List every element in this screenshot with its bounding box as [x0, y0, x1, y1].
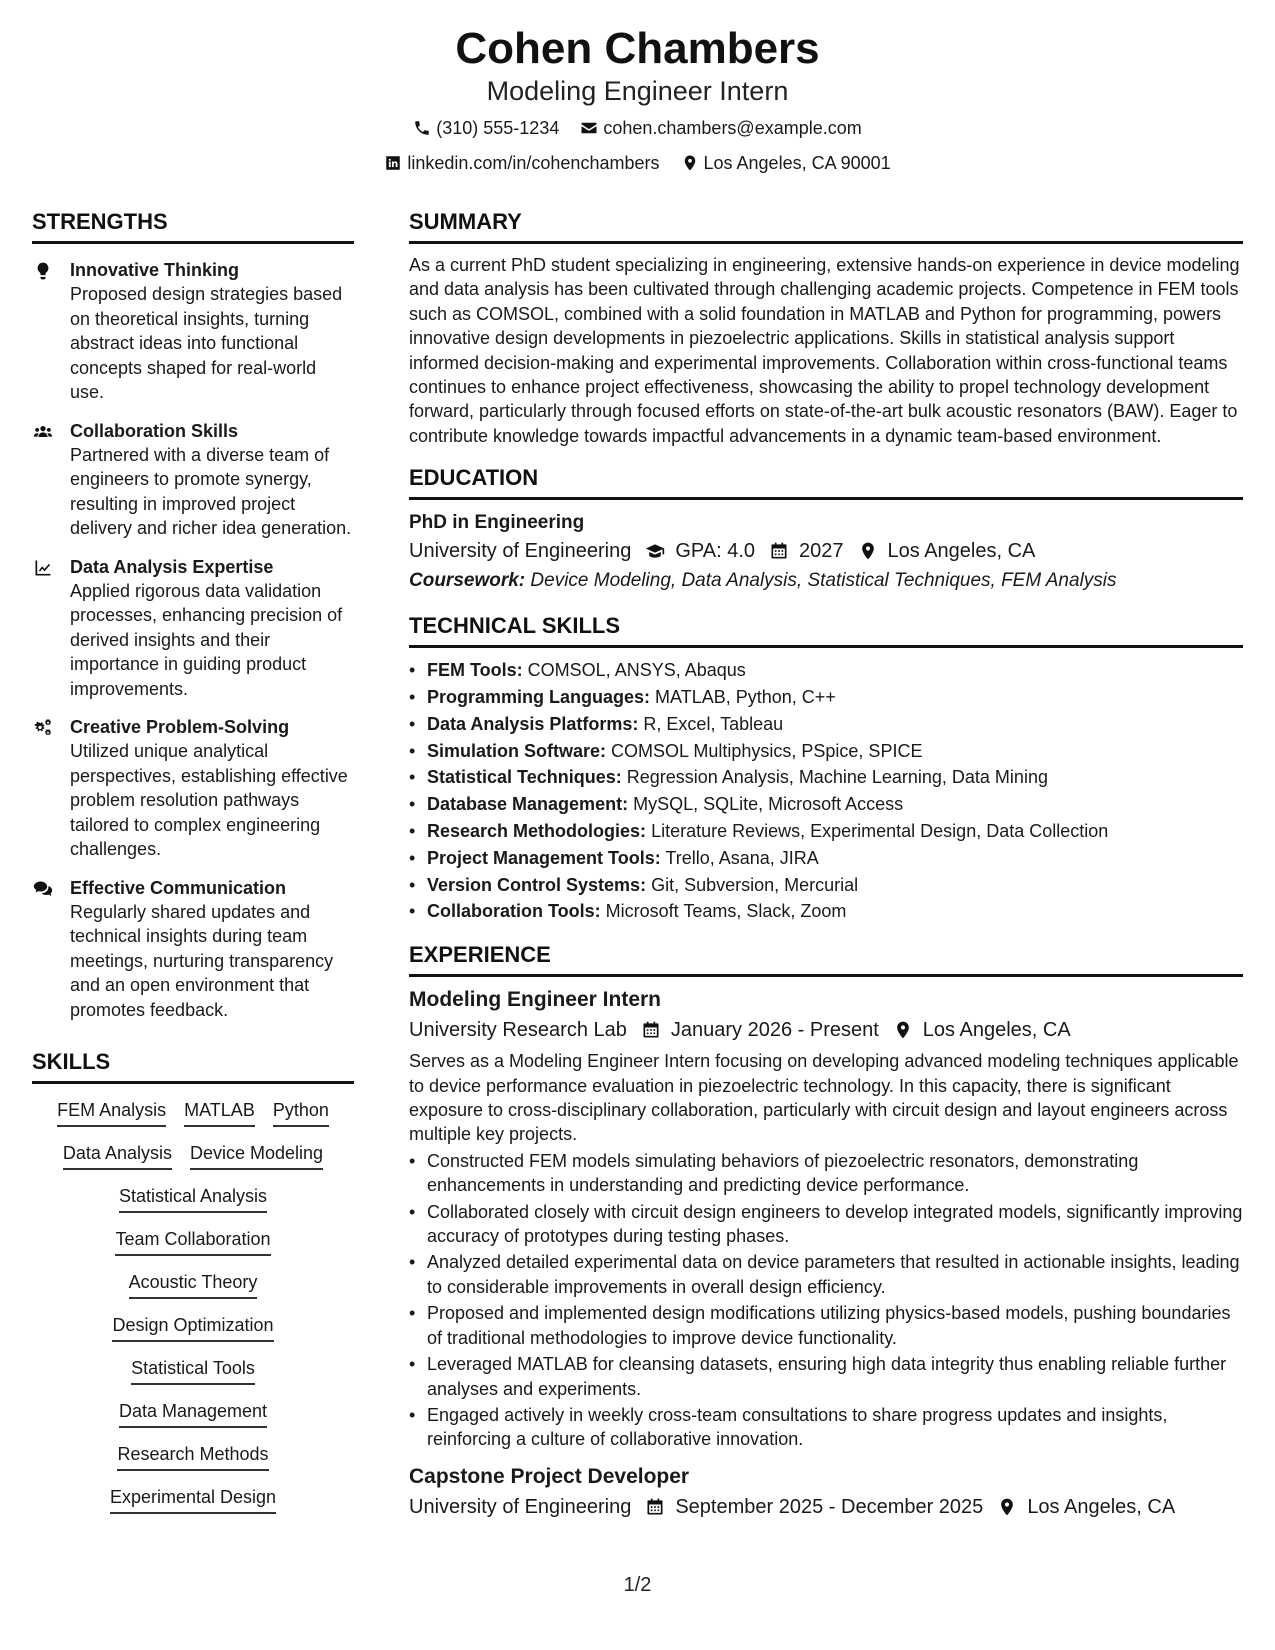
job-bullet: • Proposed and implemented design modifications utilizing physics-based models, pushing boundaries of traditional methodologies to improve device functionality. [409, 1301, 1243, 1350]
lightbulb-icon [32, 261, 54, 281]
technical-skills-heading: TECHNICAL SKILLS [409, 610, 1243, 648]
job-bullet: • Leveraged MATLAB for cleansing datasets, ensuring high data integrity thus enabling reliable further analyses and experiments. [409, 1352, 1243, 1401]
technical-skills-list [409, 657, 1243, 925]
map-marker-icon [858, 541, 878, 561]
strength-item [32, 715, 354, 862]
email-contact[interactable] [580, 116, 861, 140]
phone-contact [413, 116, 559, 140]
skill-tag: Design Optimization [112, 1313, 273, 1342]
phone-text: (310) 555-1234 [436, 118, 560, 138]
job-description: Serves as a Modeling Engineer Intern focusing on developing advanced modeling techniques applicable to device performance evaluation in piezoelectric technology. In this capacity, there is significant exposure to cross-disciplinary collaboration, particularly with circuit design and layout engineers across multiple key projects. [409, 1051, 1239, 1145]
strength-text: Proposed design strategies based on theoretical insights, turning abstract ideas into functional concepts shaped for real-world use. [70, 284, 343, 402]
job-title: Modeling Engineer Intern [409, 988, 662, 1012]
coursework-list: Device Modeling, Data Analysis, Statistical Techniques, FEM Analysis [530, 570, 1117, 592]
map-marker-icon [893, 1020, 913, 1040]
job-meta [409, 1492, 1243, 1522]
candidate-name: Cohen Chambers [455, 24, 820, 73]
job-bullets [409, 1149, 1243, 1452]
coursework-line [409, 566, 1243, 596]
skills-heading: SKILLS [32, 1046, 354, 1084]
skill-tag: Team Collaboration [115, 1227, 270, 1256]
tech-skill-item: • Simulation Software: COMSOL Multiphysics, PSpice, SPICE [409, 738, 1243, 765]
job-location: Los Angeles, CA [922, 1019, 1071, 1042]
phone-icon [413, 119, 431, 137]
skills-row [32, 1313, 354, 1342]
page-number: 1/2 [623, 1574, 652, 1596]
skill-tag: MATLAB [184, 1098, 255, 1127]
strength-text: Utilized unique analytical perspectives, establishing effective problem resolution pathways tailored to complex engineering challenges. [70, 741, 348, 859]
email-text: cohen.chambers@example.com [603, 118, 862, 138]
strength-text: Applied rigorous data validation processes, enhancing precision of derived insights and their importance in guiding product improvements. [70, 580, 343, 699]
tech-skill-item: • Project Management Tools: Trello, Asana, JIRA [409, 845, 1243, 872]
comments-icon [32, 879, 54, 899]
linkedin-icon [384, 154, 402, 172]
tech-skill-item: • Collaboration Tools: Microsoft Teams, Slack, Zoom [409, 898, 1243, 925]
location-text: Los Angeles, CA 90001 [703, 153, 891, 173]
tech-skill-item: • Statistical Techniques: Regression Analysis, Machine Learning, Data Mining [409, 764, 1243, 791]
job-dates: September 2025 - December 2025 [675, 1495, 984, 1518]
job-bullet: • Engaged actively in weekly cross-team consultations to share progress updates and insights, reinforcing a culture of collaborative innovation. [409, 1403, 1243, 1452]
calendar-icon [769, 541, 789, 561]
school-name: University of Engineering [409, 540, 632, 563]
strength-item [32, 258, 354, 405]
strength-text: Regularly shared updates and technical insights during team meetings, nurturing transparency and an open environment that promotes feedback. [70, 901, 334, 1020]
summary-text: As a current PhD student specializing in engineering, extensive hands-on experience in device modeling and data analysis has been cultivated through challenging academic projects. Competence in FEM tools such as COMSOL, combined with a solid foundation in MATLAB and Python for programming, powers innovative design developments in piezoelectric applications. Skills in statistical analysis support informed decision-making and experimental improvements. Collaboration within cross-functional teams continues to enhance project effectiveness, showcasing the ability to propel technology development forward, particularly through focused efforts on state-of-the-art bulk acoustic resonators (BAW). Eager to contribute knowledge towards impactful advancements in a dynamic team-based environment. [409, 255, 1240, 446]
skills-row [32, 1442, 354, 1471]
tech-skill-item: • Database Management: MySQL, SQLite, Microsoft Access [409, 791, 1243, 818]
contact-row-1 [0, 116, 1275, 143]
skill-tag: Acoustic Theory [129, 1270, 258, 1299]
skills-row [32, 1141, 354, 1170]
job-bullet: • Constructed FEM models simulating behaviors of piezoelectric resonators, demonstrating enhancements in understanding and predicting device performance. [409, 1149, 1243, 1198]
strength-title: Collaboration Skills [70, 420, 239, 441]
coursework-label: Coursework: [409, 570, 526, 592]
graduation-cap-icon [645, 541, 665, 561]
tech-skill-item: • Research Methodologies: Literature Reviews, Experimental Design, Data Collection [409, 818, 1243, 845]
graduation-year: 2027 [799, 540, 844, 563]
skill-tag: Statistical Tools [131, 1356, 255, 1385]
calendar-icon [641, 1020, 661, 1040]
tech-skill-item: • Version Control Systems: Git, Subversion, Mercurial [409, 872, 1243, 899]
linkedin-text: linkedin.com/in/cohenchambers [407, 153, 660, 173]
job-bullet: • Analyzed detailed experimental data on device parameters that resulted in actionable insights, leading to considerable improvements in overall design efficiency. [409, 1250, 1243, 1299]
job-title: Capstone Project Developer [409, 1464, 690, 1488]
linkedin-contact[interactable] [384, 151, 659, 175]
resume-header [0, 22, 1275, 178]
tech-skill-item: • FEM Tools: COMSOL, ANSYS, Abaqus [409, 657, 1243, 684]
skill-tag: Device Modeling [190, 1141, 323, 1170]
job-dates: January 2026 - Present [670, 1019, 879, 1042]
strength-item [32, 876, 354, 1023]
skills-row [32, 1356, 354, 1385]
candidate-role: Modeling Engineer Intern [486, 76, 789, 106]
job-entry [409, 985, 1243, 1452]
skills-cloud [32, 1084, 354, 1514]
gpa-text: GPA: 4.0 [675, 540, 756, 563]
tech-skill-item: • Programming Languages: MATLAB, Python, C++ [409, 684, 1243, 711]
experience-heading: EXPERIENCE [409, 939, 1243, 977]
envelope-icon [580, 119, 598, 137]
job-entry [409, 1462, 1243, 1522]
right-column [409, 206, 1243, 1522]
users-icon [32, 422, 54, 442]
job-bullet: • Collaborated closely with circuit design engineers to develop integrated models, significantly improving accuracy of prototypes during testing phases. [409, 1200, 1243, 1249]
contact-row-2 [0, 151, 1275, 178]
strength-text: Partnered with a diverse team of engineers to promote synergy, resulting in improved project delivery and richer idea generation. [70, 444, 352, 538]
skill-tag: Python [273, 1098, 329, 1127]
strength-title: Data Analysis Expertise [70, 556, 274, 577]
education-heading: EDUCATION [409, 462, 1243, 500]
left-column [32, 206, 354, 1514]
skills-row [32, 1485, 354, 1514]
job-org: University Research Lab [409, 1019, 627, 1042]
map-marker-icon [681, 154, 699, 172]
skills-row [32, 1270, 354, 1299]
calendar-icon [645, 1497, 665, 1517]
chart-line-icon [32, 558, 54, 578]
skill-tag: Data Management [119, 1399, 267, 1428]
skill-tag: FEM Analysis [57, 1098, 166, 1127]
skills-row [32, 1399, 354, 1428]
strength-item [32, 419, 354, 541]
location-contact [681, 151, 891, 175]
skills-row [32, 1227, 354, 1256]
job-location: Los Angeles, CA [1027, 1495, 1176, 1518]
summary-heading: SUMMARY [409, 206, 1243, 244]
strength-item [32, 555, 354, 702]
skill-tag: Experimental Design [110, 1485, 276, 1514]
skill-tag: Statistical Analysis [119, 1184, 267, 1213]
map-marker-icon [997, 1497, 1017, 1517]
strength-title: Effective Communication [70, 877, 287, 898]
degree-title: PhD in Engineering [409, 512, 585, 534]
education-location: Los Angeles, CA [887, 540, 1036, 563]
strengths-list [32, 258, 354, 1022]
strengths-heading: STRENGTHS [32, 206, 354, 244]
strength-title: Innovative Thinking [70, 260, 240, 280]
education-meta [409, 536, 1243, 566]
skills-row [32, 1184, 354, 1213]
skill-tag: Data Analysis [63, 1141, 172, 1170]
job-meta [409, 1015, 1243, 1045]
gears-icon [32, 718, 54, 738]
skill-tag: Research Methods [117, 1442, 268, 1471]
tech-skill-item: • Data Analysis Platforms: R, Excel, Tableau [409, 711, 1243, 738]
job-org: University of Engineering [409, 1495, 632, 1518]
skills-row [32, 1098, 354, 1127]
strength-title: Creative Problem-Solving [70, 717, 290, 737]
